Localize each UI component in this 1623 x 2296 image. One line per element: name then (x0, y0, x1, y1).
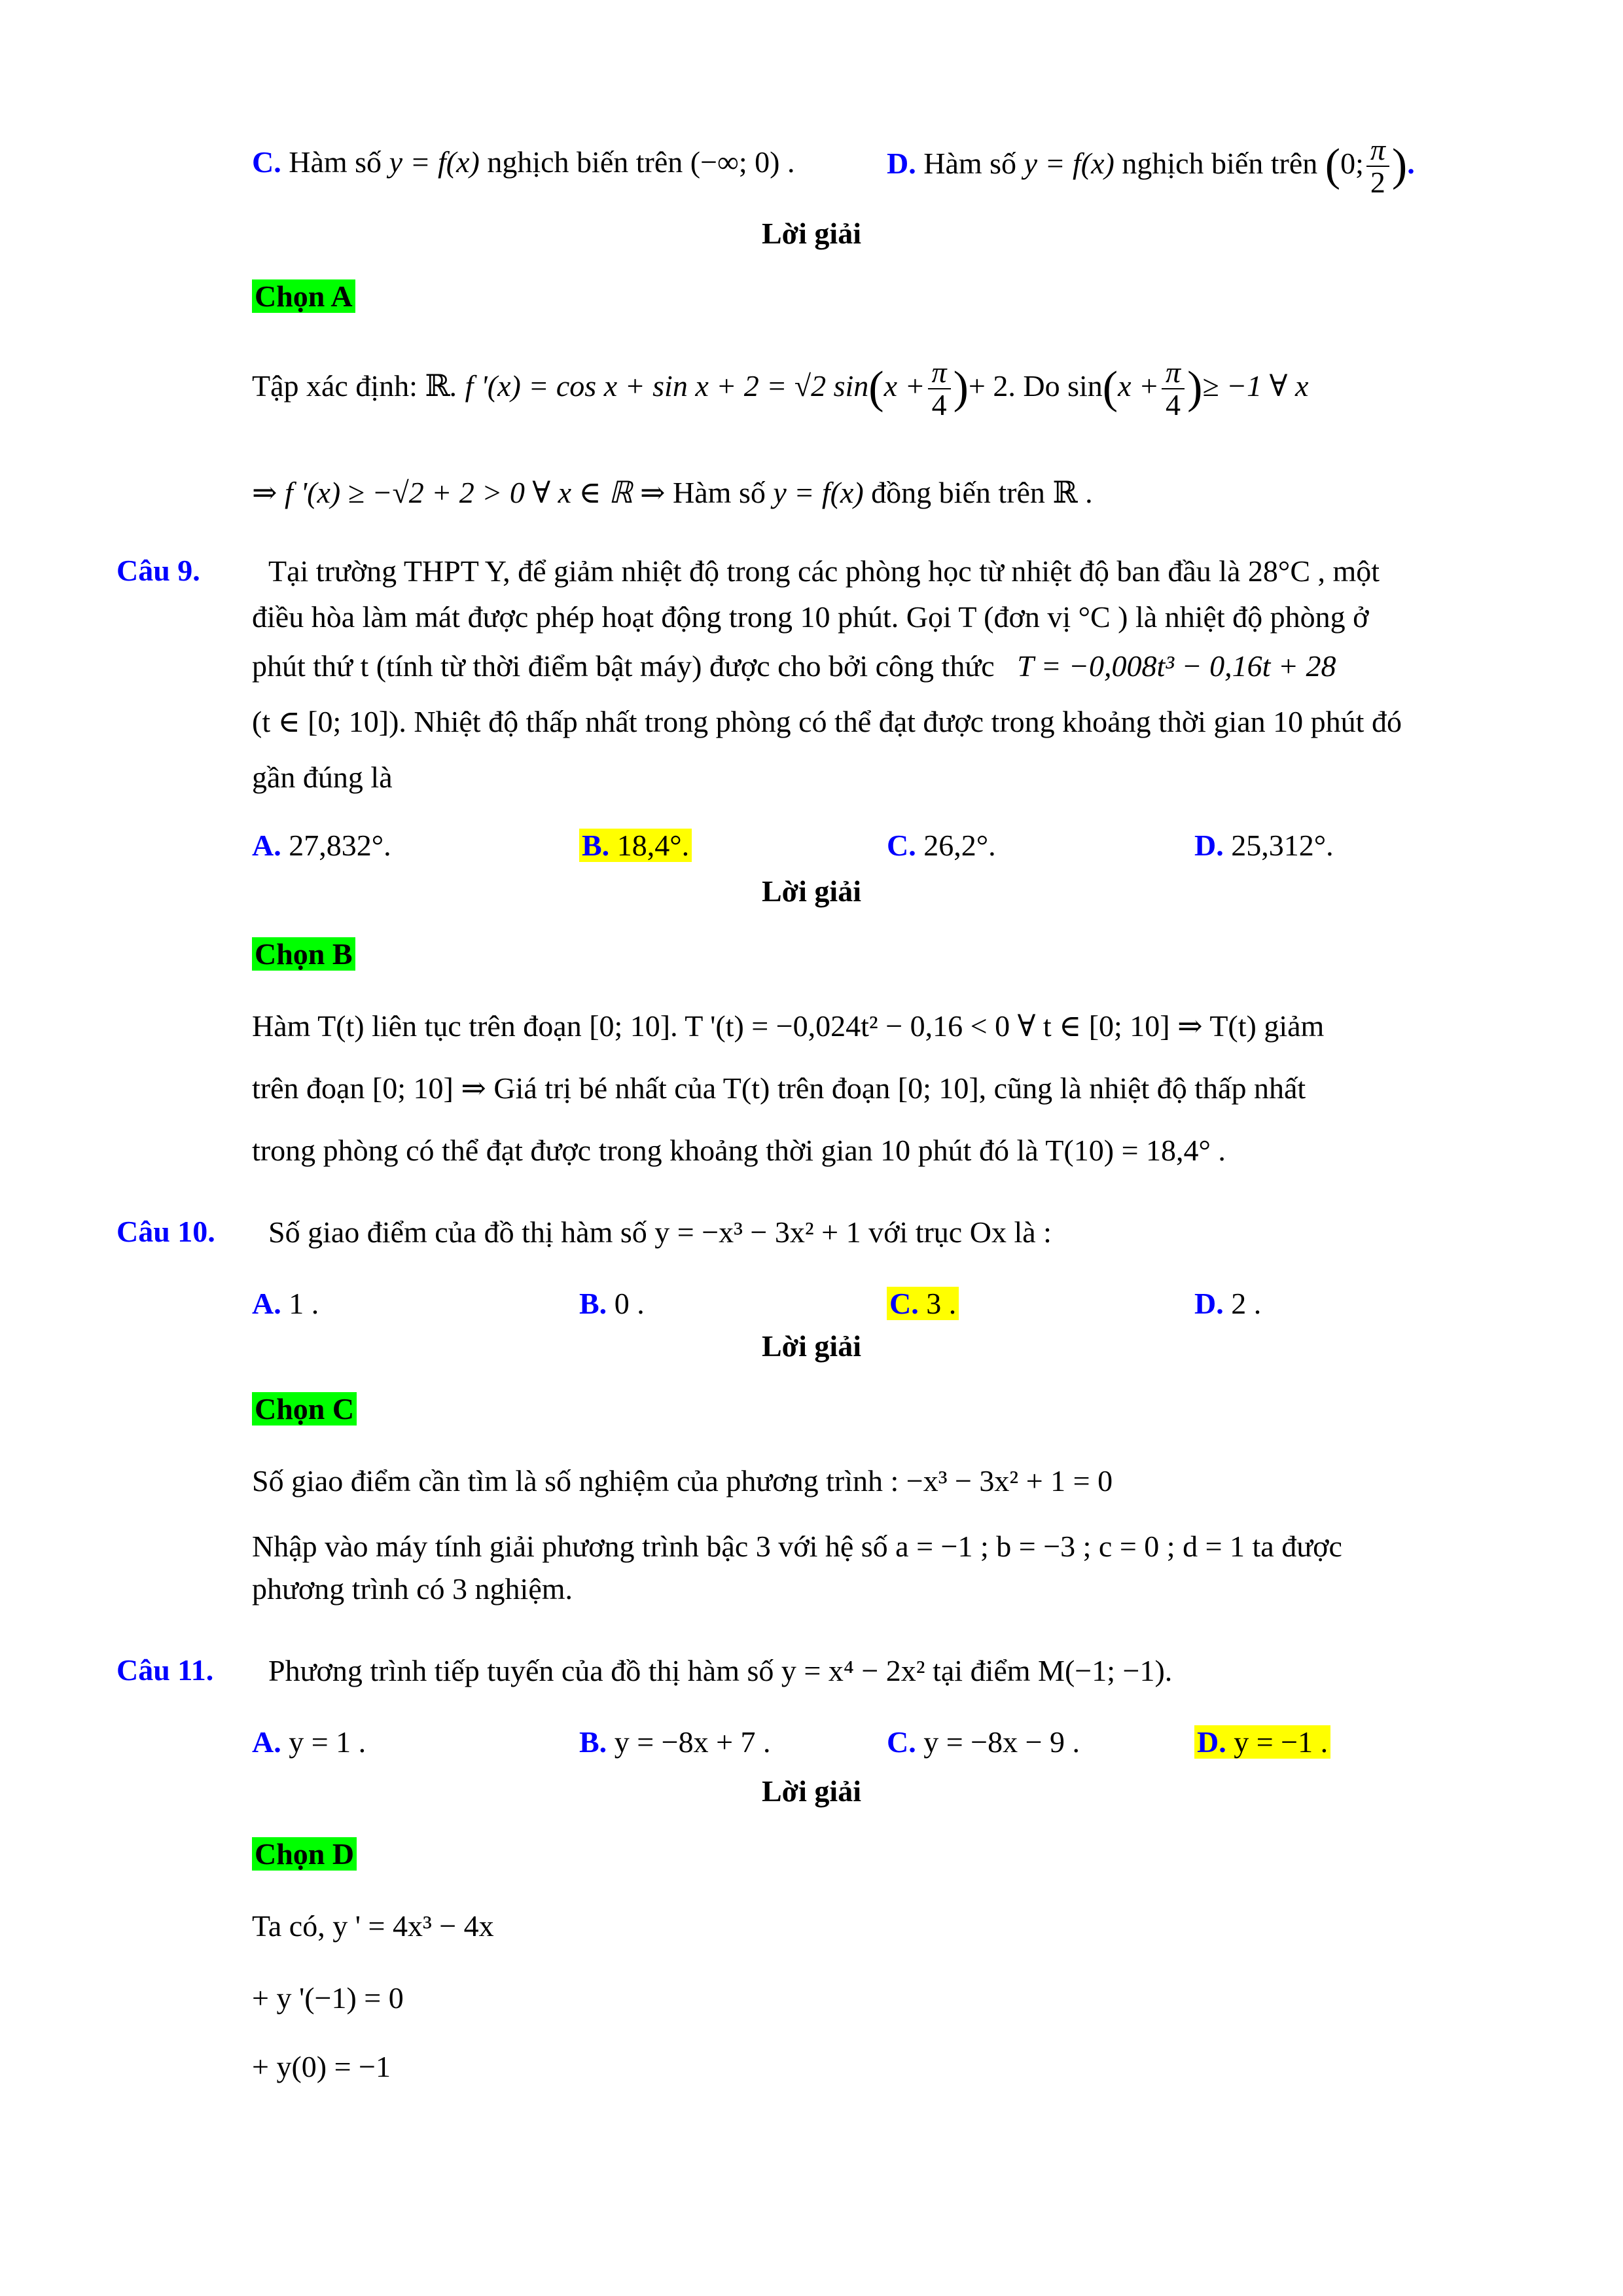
choice-badge: Chọn C (252, 1391, 357, 1427)
q9-text-4: (t ∈ [0; 10]). Nhiệt độ thấp nhất trong phòng có thể đạt được trong khoảng thời gian 10 phút đó (252, 705, 1402, 738)
choice-badge: Chọn D (252, 1836, 357, 1873)
q8-solution-line-1: Tập xác định: ℝ. f '(x) = cos x + sin x + 2 = √2 sin(x + $\frac{\pi}{4}$ )+ 2. Do sin(x + $\frac{\pi}{4}$ )≥ −1 ∀ x (252, 355, 1309, 422)
solution-heading: Lời giải (762, 217, 861, 250)
q11-option-b: B. y = −8x + 7 . (579, 1725, 771, 1759)
q9-text-1: Tại trường THPT Y, để giảm nhiệt độ trong các phòng học từ nhiệt độ ban đầu là 28°C , một (268, 554, 1380, 588)
q9-option-d: D. 25,312°. (1194, 829, 1334, 862)
option-d-func: y = f(x) (1024, 147, 1115, 180)
choice-badge: Chọn B (252, 936, 355, 973)
q10-option-d: D. 2 . (1194, 1287, 1262, 1320)
q9-option-c: C. 26,2°. (887, 829, 996, 862)
option-c-func: y = f(x) (389, 145, 480, 179)
q9-text-2: điều hòa làm mát được phép hoạt động trong 10 phút. Gọi T (đơn vị °C ) là nhiệt độ phòng ở (252, 600, 1369, 634)
q8-solution-line-2: ⇒ f '(x) ≥ −√2 + 2 > 0 ∀ x ∈ ℝ ⇒ Hàm số y = f(x) đồng biến trên ℝ . (252, 476, 1093, 509)
solution-heading: Lời giải (762, 1774, 861, 1808)
q10-solution-1: Số giao điểm cần tìm là số nghiệm của phương trình : −x³ − 3x² + 1 = 0 (252, 1464, 1113, 1498)
q11-text: Phương trình tiếp tuyến của đồ thị hàm số y = x⁴ − 2x² tại điểm M(−1; −1). (268, 1654, 1173, 1687)
question-11-label: Câu 11. (116, 1653, 214, 1687)
option-c-label: C. (252, 145, 281, 179)
option-d-label: D. (887, 147, 916, 180)
option-c-text: Hàm số (289, 145, 382, 179)
choice-badge: Chọn A (252, 278, 355, 315)
q10-text: Số giao điểm của đồ thị hàm số y = −x³ − 3x² + 1 với trục Ox là : (268, 1215, 1052, 1249)
option-c-interval: (−∞; 0) (690, 145, 780, 179)
q10-solution-2: Nhập vào máy tính giải phương trình bậc 3 với hệ số a = −1 ; b = −3 ; c = 0 ; d = 1 ta được (252, 1530, 1342, 1563)
option-c-text-mid: nghịch biến trên (487, 145, 683, 179)
q9-text-3: phút thứ t (tính từ thời điểm bật máy) được cho bởi công thức T = −0,008t³ − 0,16t + 28 (252, 649, 1336, 683)
q11-solution-2: + y '(−1) = 0 (252, 1981, 404, 2015)
question-9-label: Câu 9. (116, 554, 200, 587)
q10-option-b: B. 0 . (579, 1287, 645, 1320)
q10-option-a: A. 1 . (252, 1287, 319, 1320)
option-d-interval: 0; (1340, 147, 1364, 180)
q11-option-a: A. y = 1 . (252, 1725, 366, 1759)
q11-solution-3: + y(0) = −1 (252, 2050, 391, 2083)
q9-text-5: gần đúng là (252, 761, 393, 794)
q9-solution-3: trong phòng có thể đạt được trong khoảng thời gian 10 phút đó là T(10) = 18,4° . (252, 1134, 1226, 1167)
q9-option-a: A. 27,832°. (252, 829, 391, 862)
solution-heading: Lời giải (762, 1329, 861, 1363)
q10-solution-3: phương trình có 3 nghiệm. (252, 1572, 573, 1605)
q9-solution-2: trên đoạn [0; 10] ⇒ Giá trị bé nhất của T(t) trên đoạn [0; 10], cũng là nhiệt độ thấp nhất (252, 1071, 1306, 1105)
solution-heading: Lời giải (762, 874, 861, 908)
option-d-line: D. Hàm số y = f(x) nghịch biến trên (0; $\frac{\pi}{2}$ ). (887, 133, 1415, 200)
q9-option-b: B. 18,4°. (579, 828, 692, 863)
option-d-text: Hàm số (923, 147, 1017, 180)
question-10-label: Câu 10. (116, 1215, 215, 1248)
q11-solution-1: Ta có, y ' = 4x³ − 4x (252, 1909, 494, 1943)
q11-option-c: C. y = −8x − 9 . (887, 1725, 1080, 1759)
q11-option-d: D. y = −1 . (1194, 1725, 1330, 1759)
pi-over-two-fraction: $\frac{\pi}{2}$ (1366, 134, 1389, 198)
prev-options-line: C. Hàm số y = f(x) nghịch biến trên (−∞; 0) . (252, 145, 795, 179)
q10-option-c: C. 3 . (887, 1286, 959, 1321)
option-d-text-mid: nghịch biến trên (1122, 147, 1318, 180)
q9-solution-1: Hàm T(t) liên tục trên đoạn [0; 10]. T '(t) = −0,024t² − 0,16 < 0 ∀ t ∈ [0; 10] ⇒ T(t) giảm (252, 1009, 1325, 1043)
